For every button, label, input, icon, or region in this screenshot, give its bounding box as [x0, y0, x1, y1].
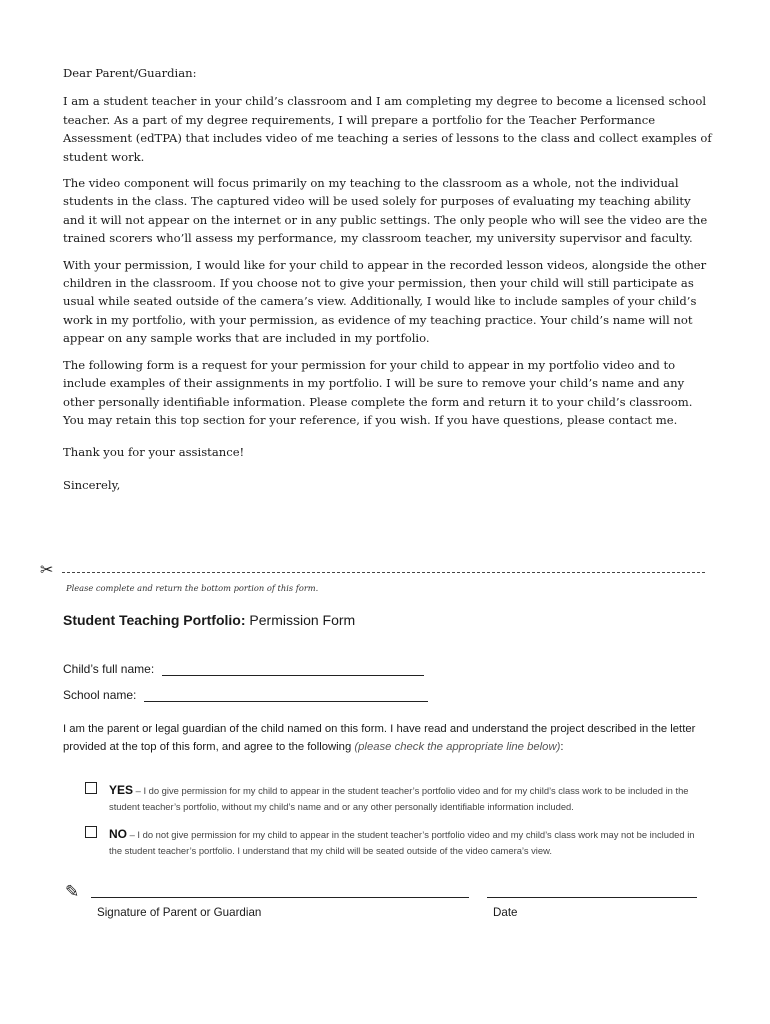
yes-label: YES — [109, 783, 134, 797]
cut-line — [40, 560, 705, 579]
child-name-field — [63, 662, 424, 676]
letter — [63, 64, 713, 502]
signature-row — [63, 882, 713, 932]
child-name-label: Child’s full name: — [63, 662, 155, 676]
signature-line[interactable] — [91, 897, 469, 898]
letter-paragraph-4: The following form is a request for your permission for your child to appear in my portfolio video and to include examples of their assignments in my portfolio. I will be sure to remove your child’s name and any other personally identifiable information. Please complete the form and return it to your child’s classroom. You may retain this top section for your reference, if you wish. If you have questions, please contact me. — [63, 357, 693, 427]
closing: Sincerely, — [63, 477, 121, 492]
school-name-input-line[interactable] — [144, 689, 428, 702]
form-intro-text: I am the parent or legal guardian of the child named on this form. I have read and understand the project described in the letter provided at the top of this form, and agree to the following — [63, 723, 696, 753]
dashed-divider — [62, 572, 705, 573]
child-name-input-line[interactable] — [162, 663, 424, 676]
cut-instruction: Please complete and return the bottom portion of this form. — [66, 583, 319, 593]
salutation: Dear Parent/Guardian: — [63, 66, 197, 80]
signature-label: Signature of Parent or Guardian — [97, 906, 262, 919]
form-title — [63, 612, 713, 634]
letter-paragraph-1: I am a student teacher in your child’s classroom and I am completing my degree to become a licensed school teacher. As a part of my degree requirements, I will prepare a portfolio for the Teacher Performance Assessment (edTPA) that includes video of me teaching a series of lessons to the class and collect examples of student work. — [63, 94, 712, 164]
date-line[interactable] — [487, 897, 697, 898]
letter-paragraph-2: The video component will focus primarily on my teaching to the classroom as a whole, not the individual students in the class. The captured video will be used solely for purposes of evaluating my teaching ability and it will not appear on the internet or in any public settings. The only people who will see the video are the trained scorers who’ll assess my performance, my classroom teacher, my university supervisor and faculty. — [63, 176, 708, 246]
school-name-field — [63, 688, 428, 702]
yes-option — [85, 782, 705, 815]
form-title-colon: : — [240, 612, 246, 628]
no-checkbox[interactable] — [85, 826, 97, 838]
thanks-line: Thank you for your assistance! — [63, 445, 245, 460]
date-label: Date — [493, 906, 518, 919]
pen-icon: ✎ — [65, 882, 80, 902]
no-option — [85, 826, 705, 859]
form-title-bold: Student Teaching Portfolio — [63, 612, 241, 628]
yes-text: – I do give permission for my child to appear in the student teacher’s portfolio video and for my child’s class work to be included in the student teacher’s portfolio, without my child’s name and or any other personally identifiable information included. — [109, 785, 689, 812]
form-intro-end: : — [560, 741, 564, 753]
form-intro-hint: (please check the appropriate line below) — [354, 741, 561, 753]
school-name-label: School name: — [63, 688, 137, 702]
yes-checkbox[interactable] — [85, 782, 97, 794]
no-label: NO — [109, 827, 127, 841]
permission-form — [63, 612, 713, 919]
scissors-icon: ✂ — [40, 560, 54, 579]
no-text: – I do not give permission for my child to appear in the student teacher’s portfolio video and my child’s class work may not be included in the student teacher’s portfolio. I understand that my child will be seated outside of the video camera’s view. — [109, 829, 695, 856]
letter-paragraph-3: With your permission, I would like for your child to appear in the recorded lesson videos, alongside the other children in the classroom. If you choose not to give your permission, then your child will still participate as usual while seated outside of the camera’s view. Additionally, I would like to include samples of your child’s work in my portfolio, with your permission, as evidence of my teaching practice. Your child’s name will not appear on any sample works that are included in my portfolio. — [63, 257, 707, 346]
form-title-rest: Permission Form — [245, 612, 356, 628]
form-intro — [63, 720, 708, 756]
